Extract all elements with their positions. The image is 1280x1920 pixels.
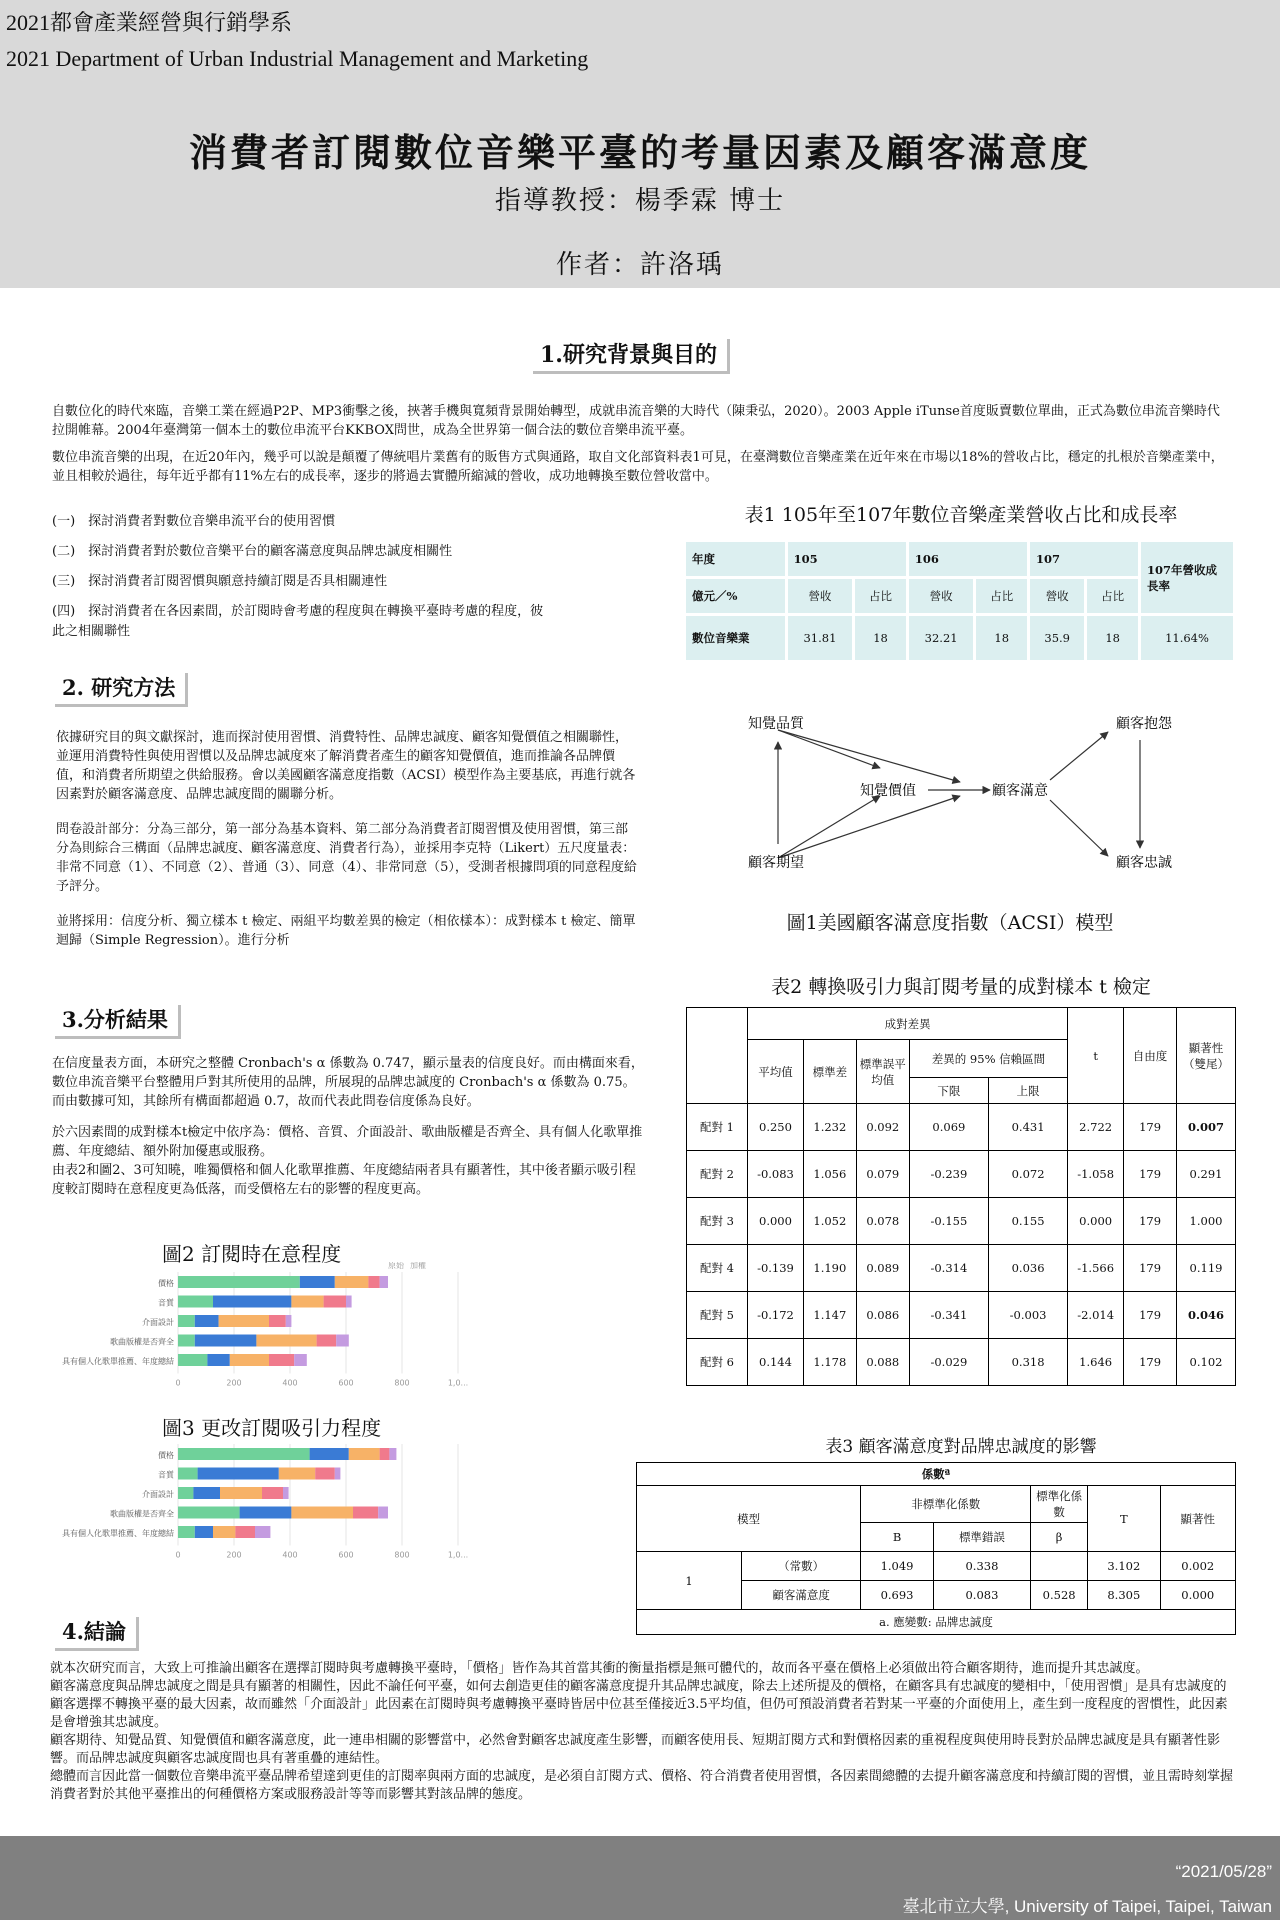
table-cell: 數位音樂業 [686,615,786,662]
bar-segment [291,1296,323,1308]
bar-segment [178,1507,240,1519]
bar-segment [178,1487,193,1499]
x-tick-label: 800 [394,1550,410,1560]
bar-segment [178,1296,213,1308]
section3-title: 3.分析結果 [52,1002,178,1036]
node-perceived-value: 知覺價值 [860,783,916,799]
acsi-caption: 圖1美國顧客滿意度指數（ACSI）模型 [786,912,1114,934]
method-paragraph-3: 並將採用：信度分析、獨立樣本 t 檢定、兩組平均數差異的檢定（相依樣本）：成對樣本 t 檢定、簡單迴歸（Simple Regression）。進行分析 [56,914,636,948]
table-cell: 31.81 [786,615,854,662]
bar-segment [178,1448,310,1460]
bar-segment [178,1354,207,1366]
result-paragraph-3: 由表2和圖2、3可知曉，唯獨價格和個人化歌單推薦、年度總結兩者具有顯著性，其中後者顯示吸引程度較訂閱時在意程度更為低落，而受價格左右的影響的程度更高。 [52,1163,636,1197]
bar-segment [291,1507,353,1519]
bar-segment [380,1448,390,1460]
table-cell: 年度 [686,542,786,578]
category-label: 歌曲版權是否齊全 [110,1337,174,1347]
bar-segment [193,1487,220,1499]
section2-text [56,728,640,958]
x-tick-label: 200 [226,1550,242,1560]
table-header: 模型 [637,1486,861,1552]
category-label: 具有個人化歌單推薦、年度總結 [62,1357,174,1366]
node-perceived-quality: 知覺品質 [748,716,804,732]
table-header: 顯著性 [1160,1486,1235,1552]
objectives-list [52,512,552,652]
table-header: 非標準化係數 [861,1486,1031,1523]
bar-segment [324,1296,346,1308]
bar-segment [310,1448,349,1460]
category-label: 具有個人化歌單推薦、年度總結 [62,1529,174,1538]
bar-segment [335,1468,341,1480]
advisor: 指導教授：楊季霖 博士 [494,186,786,216]
x-tick-label: 600 [338,1550,354,1560]
table-header: 顯著性（雙尾） [1177,1008,1236,1104]
section3-text [52,1054,646,1207]
table-header: 成對差異 [748,1008,1068,1040]
result-paragraph-2: 於六因素間的成對樣本t檢定中依序為：價格、音質、介面設計、歌曲版權是否齊全、具有個人化歌單推薦、年度總結、額外附加優惠或服務。 [52,1125,643,1159]
node-customer-loyalty: 顧客忠誠 [1116,855,1172,871]
bar-segment [178,1315,195,1327]
table-cell: 11.64% [1140,615,1235,662]
footer-date: “2021/05/28” [1175,1862,1272,1881]
table2-caption: 表2 轉換吸引力與訂閱考量的成對樣本 t 檢定 [771,976,1151,998]
table-header: 標準誤平均值 [856,1040,909,1104]
conclusion-paragraph-3: 顧客期待、知覺品質、知覺價值和顧客滿意度，此一連串相關的影響當中，必然會對顧客忠誠度產生影響，而顧客使用長、短期訂閱方式和對價格因素的重視程度與使用時長對於品牌忠誠度是具有顯著性影響。而品牌忠誠度與顧客忠誠度間也具有著重疊的連結性。 [50,1733,1221,1766]
table-row: 配對 4 -0.139 1.190 0.089 -0.314 0.036 -1.566 179 0.119 [687,1245,1236,1292]
bar-segment [315,1468,335,1480]
bar-segment [389,1448,396,1460]
bar-segment [178,1276,300,1288]
conclusion-paragraph-4: 總體而言因此當一個數位音樂串流平臺品牌希望達到更佳的訂閱率與兩方面的忠誠度，是必須自訂閱方式、價格、符合消費者使用習慣，各因素間總體的去提升顧客滿意度和持續訂閱的習慣，並且需時刻掌握消費者對於其他平臺推出的何種價格方案或服務設計等等而影響其對該品牌的態度。 [50,1769,1234,1802]
bar-segment [178,1526,195,1538]
legend-item[interactable]: 加權 [410,1262,426,1270]
table-cell: 106 [907,542,1028,578]
bar-segment [213,1526,235,1538]
table-cell: 18 [854,615,908,662]
category-label: 價格 [158,1279,174,1288]
bar-segment [178,1335,195,1347]
table-header: 差異的 95% 信賴區間 [909,1040,1067,1078]
table-row: 配對 5 -0.172 1.147 0.086 -0.341 -0.003 -2.014 179 0.046 [687,1292,1236,1339]
table3-caption: 表3 顧客滿意度對品牌忠誠度的影響 [825,1437,1097,1457]
bar-segment [335,1276,369,1288]
bar-segment [294,1354,307,1366]
bar-segment [283,1487,289,1499]
table-cell: 18 [1086,615,1140,662]
table-header: t [1068,1008,1124,1104]
table-header: 上限 [988,1078,1067,1104]
department-en: 2021 Department of Urban Industrial Management and Marketing [6,46,589,71]
table-cell: 18 [975,615,1029,662]
table-cell: 35.9 [1029,615,1086,662]
table-cell: 105 [786,542,907,578]
table-header: 標準化係數 [1031,1486,1088,1523]
result-paragraph-1: 在信度量表方面，本研究之整體 Cronbach's α 係數為 0.747，顯示量表的信度良好。而由構面來看，數位串流音樂平台整體用戶對其所使用的品牌，所展現的品牌忠誠度的 Cronbach's α 係數為 0.75。而由數據可知，其餘所有構面都超過 0.7，故而代表此問卷信度係為良好。 [52,1056,644,1109]
table-row: 1 （常數） 1.049 0.338 3.102 0.002 [637,1552,1236,1581]
acsi-model-diagram [720,710,1180,880]
bar-segment [198,1468,279,1480]
category-label: 介面設計 [142,1490,174,1499]
conclusion-paragraph-1: 就本次研究而言，大致上可推論出顧客在選擇訂閱時與考慮轉換平臺時，「價格」皆作為其首當其衝的衡量指標是無可體代的，故而各平臺在價格上必須做出符合顧客期待，進而提升其忠誠度。 [50,1661,1149,1676]
node-customer-satisfaction: 顧客滿意 [992,783,1048,799]
x-tick-label: 800 [394,1378,410,1388]
category-label: 音質 [158,1470,174,1480]
chart3-stacked-bar [58,1434,478,1594]
bar-segment [269,1354,294,1366]
x-tick-label: 200 [226,1378,242,1388]
objective-item: (三) 探討消費者訂閱習慣與願意持續訂閱是否具相關連性 [52,574,388,589]
x-tick-label: 1,0... [447,1378,469,1388]
section2-title: 2. 研究方法 [52,670,185,704]
section4-text [50,1660,1236,1804]
x-tick-label: 0 [175,1378,181,1388]
x-tick-label: 0 [175,1550,181,1560]
bar-segment [230,1354,269,1366]
bar-segment [255,1526,270,1538]
chart2-title: 圖2 訂閱時在意程度 [162,1242,342,1266]
category-label: 音質 [158,1298,174,1308]
table-cell: 營收 [786,578,854,615]
x-tick-label: 600 [338,1378,354,1388]
table-row: 配對 2 -0.083 1.056 0.079 -0.239 0.072 -1.058 179 0.291 [687,1151,1236,1198]
table-header: 下限 [909,1078,988,1104]
table1-caption: 表1 105年至107年數位音樂產業營收占比和成長率 [744,504,1178,526]
table-header: 自由度 [1124,1008,1177,1104]
category-label: 歌曲版權是否齊全 [110,1509,174,1519]
node-customer-expectation: 顧客期望 [748,855,804,871]
objective-item: (二) 探討消費者對於數位音樂平台的顧客滿意度與品牌忠誠度相關性 [52,544,453,559]
section1-title: 1.研究背景與目的 [530,336,727,371]
table-cell: 占比 [1086,578,1140,615]
bar-segment [300,1276,335,1288]
department-zh: 2021都會產業經營與行銷學系 [6,10,293,35]
bar-segment [262,1487,283,1499]
category-label: 價格 [158,1451,174,1460]
bar-segment [178,1468,198,1480]
table-header: 平均值 [748,1040,804,1104]
x-tick-label: 400 [282,1550,298,1560]
table-cell: 億元／% [686,578,786,615]
objective-item: (四) 探討消費者在各因素間，於訂閱時會考慮的程度與在轉換平臺時考慮的程度，彼此之相關聯性 [52,604,544,639]
background-paragraph-1: 自數位化的時代來臨，音樂工業在經過P2P、MP3衝擊之後，挾著手機與寬頻背景開始轉型，成就串流音樂的大時代（陳秉弘，2020）。2003 Apple iTunse首度販賣數位單曲，正式為數位串流音樂時代拉開帷幕。2004年臺灣第一個本土的數位串流平台KKBOX問世，成為全世界第一個合法的數位音樂串流平臺。 [52,404,1220,438]
table-header: β [1031,1523,1088,1552]
bar-segment [349,1448,380,1460]
category-label: 介面設計 [142,1318,174,1327]
bar-segment [213,1296,291,1308]
legend-item[interactable]: 原始 [388,1262,404,1270]
table-note: a. 應變數: 品牌忠誠度 [637,1610,1236,1635]
table-cell: 32.21 [907,615,975,662]
paired-t-test-table [686,1007,1236,1386]
regression-table [636,1462,1236,1635]
revenue-table [686,542,1236,663]
bar-segment [279,1468,315,1480]
method-paragraph-2: 問卷設計部分：分為三部分，第一部分為基本資料、第二部分為消費者訂閱習慣及使用習慣，第三部分為則綜合三構面（品牌忠誠度、顧客滿意度、消費者行為），並採用李克特（Likert）五尺度量表：非常不同意（1）、不同意（2）、普通（3）、同意（4）、非常同意（5），受測者根據問項的同意程度給予評分。 [56,822,637,894]
bar-segment [317,1335,337,1347]
bar-segment [207,1354,229,1366]
bar-segment [195,1315,219,1327]
author: 作者：許洛瑀 [555,250,724,280]
table-header: 標準錯誤 [933,1523,1030,1552]
bar-segment [336,1335,349,1347]
poster-header [0,0,1280,288]
bar-segment [220,1487,262,1499]
bar-segment [256,1335,316,1347]
table-header: 標準差 [803,1040,856,1104]
x-tick-label: 400 [282,1378,298,1388]
table-cell: 營收 [1029,578,1086,615]
bar-segment [380,1276,388,1288]
table-header: 係數ª [637,1463,1236,1486]
bar-segment [240,1507,292,1519]
table-cell: 占比 [854,578,908,615]
bar-segment [219,1315,269,1327]
bar-segment [235,1526,255,1538]
bar-segment [378,1507,388,1519]
conclusion-paragraph-2: 顧客滿意度與品牌忠誠度之間是具有顯著的相關性，因此不論任何平臺，如何去創造更佳的顧客滿意度提升其品牌忠誠度，除去上述所提及的價格，在顧客具有忠誠度的變相中，「使用習慣」是具有忠誠度的顧客選擇不轉換平臺的最大因素，故而雖然「介面設計」此因素在訂閱時與考慮轉換平臺時皆居中位甚至僅接近3.5平均值，但仍可預設消費者若對某一平臺的介面使用上，產生到一度程度的習慣性，此因素是會增強其忠誠度。 [50,1679,1228,1730]
table-header: T [1088,1486,1160,1552]
table-cell: 107年營收成長率 [1140,542,1235,615]
table-cell: 107 [1029,542,1140,578]
node-customer-complaint: 顧客抱怨 [1116,716,1172,732]
section4-title: 4.結論 [52,1614,136,1648]
table-cell: 占比 [975,578,1029,615]
table-row: 配對 1 0.250 1.232 0.092 0.069 0.431 2.722 179 0.007 [687,1104,1236,1151]
table-row: 配對 6 0.144 1.178 0.088 -0.029 0.318 1.646 179 0.102 [687,1339,1236,1386]
bar-segment [269,1315,286,1327]
bar-segment [368,1276,379,1288]
chart3-title: 圖3 更改訂閱吸引力程度 [162,1416,382,1440]
bar-segment [353,1507,378,1519]
table-header: B [861,1523,933,1552]
objective-item: (一) 探討消費者對數位音樂串流平台的使用習慣 [52,514,336,529]
x-tick-label: 1,0... [447,1550,469,1560]
table-row: 配對 3 0.000 1.052 0.078 -0.155 0.155 0.000 179 1.000 [687,1198,1236,1245]
bar-segment [195,1526,213,1538]
footer-university: 臺北市立大學, University of Taipei, Taipei, Taiwan [902,1897,1272,1916]
section1-text [52,402,1232,494]
table-cell: 營收 [907,578,975,615]
bar-segment [286,1315,292,1327]
table-row: 顧客滿意度 0.693 0.083 0.528 8.305 0.000 [637,1581,1236,1610]
method-paragraph-1: 依據研究目的與文獻探討，進而探討使用習慣、消費特性、品牌忠誠度、顧客知覺價值之相關聯性，並運用消費特性與使用習慣以及品牌忠誠度來了解消費者產生的顧客知覺價值，進而推論各品牌價值，和消費者所期望之供給服務。會以美國顧客滿意度指數（ACSI）模型作為主要基底，再進行就各因素對於顧客滿意度、品牌忠誠度間的關聯分析。 [56,730,636,802]
bar-segment [195,1335,257,1347]
bar-segment [346,1296,352,1308]
chart2-stacked-bar [58,1262,478,1422]
poster-footer [0,1836,1280,1920]
poster-title: 消費者訂閱數位音樂平臺的考量因素及顧客滿意度 [188,130,1091,175]
background-paragraph-2: 數位串流音樂的出現，在近20年內，幾乎可以說是顛覆了傳統唱片業舊有的販售方式與通路，取自文化部資料表1可見，在臺灣數位音樂產業在近年來在市場以18%的營收占比，穩定的扎根於音樂產業中，並且相較於過往，每年近乎都有11%左右的成長率，逐步的將過去實體所縮減的營收，成功地轉換至數位營收當中。 [52,450,1224,484]
